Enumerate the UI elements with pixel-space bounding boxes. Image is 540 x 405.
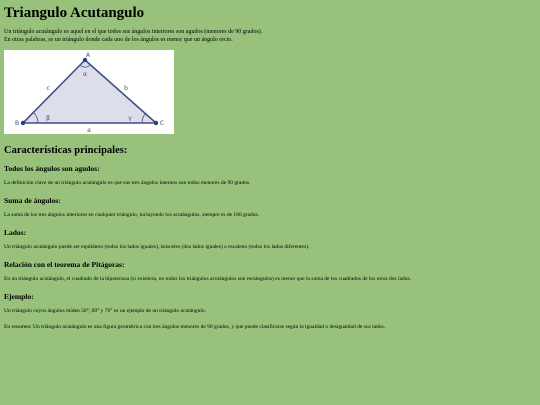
vertex-label-b: B <box>14 120 20 127</box>
section-heading-acute-angles: Todos los ángulos son agudos: <box>4 164 100 173</box>
side-label-c: c <box>46 85 50 92</box>
section-text-example: Un triángulo cuyos ángulos miden 50°, 60° y 70° es un ejemplo de un triángulo acutángulo. <box>4 308 206 314</box>
intro-line-1: Un triángulo acutángulo es aquel en el que todos sus ángulos interiores son agudos (menores de 90 grados). <box>4 29 263 35</box>
section-heading-sides: Lados: <box>4 228 27 237</box>
side-label-a: a <box>87 127 91 134</box>
section-text-angle-sum: La suma de los tres ángulos interiores en cualquier triángulo, incluyendo los acutángulos, siempre es de 180 grados. <box>4 212 260 218</box>
triangle-shape <box>23 60 156 123</box>
vertex-c <box>154 121 158 125</box>
intro <box>4 28 536 44</box>
triangle-figure <box>4 50 174 134</box>
section-heading-angle-sum: Suma de ángulos: <box>4 196 61 205</box>
side-label-b: b <box>124 85 128 92</box>
vertex-label-a: A <box>85 52 91 59</box>
summary-text: En resumen: Un triángulo acutángulo es una figura geométrica con tres ángulos menores de 90 grados, y que puede clasificarse según la igualdad o desigualdad de sus lados. <box>4 324 386 330</box>
angle-label-gamma: γ <box>128 115 132 122</box>
page-title: Triangulo Acutangulo <box>4 5 145 21</box>
triangle-diagram <box>4 50 174 134</box>
characteristics-heading: Características principales: <box>4 145 128 156</box>
intro-line-2: En otras palabras, es un triángulo donde cada uno de los ángulos es menor que un ángulo recto. <box>4 37 233 43</box>
section-heading-pythagoras: Relación con el teorema de Pitágoras: <box>4 260 125 269</box>
vertex-label-c: C <box>159 120 165 127</box>
section-text-sides: Un triángulo acutángulo puede ser equilátero (todos los lados iguales), isósceles (dos lados iguales) o escaleno (todos los lados diferentes). <box>4 244 310 250</box>
section-text-pythagoras: En un triángulo acutángulo, el cuadrado de la hipotenusa (si existiera, no todos los triángulos acutángulos son rectángulos) es menor que la suma de los cuadrados de los otros dos lados. <box>4 276 412 282</box>
angle-label-alpha: α <box>83 71 87 78</box>
section-text-acute-angles: La definición clave de un triángulo acutángulo es que sus tres ángulos internos son todos menores de 90 grados. <box>4 180 251 186</box>
vertex-b <box>21 121 25 125</box>
angle-label-beta: β <box>46 115 50 122</box>
section-heading-example: Ejemplo: <box>4 292 34 301</box>
